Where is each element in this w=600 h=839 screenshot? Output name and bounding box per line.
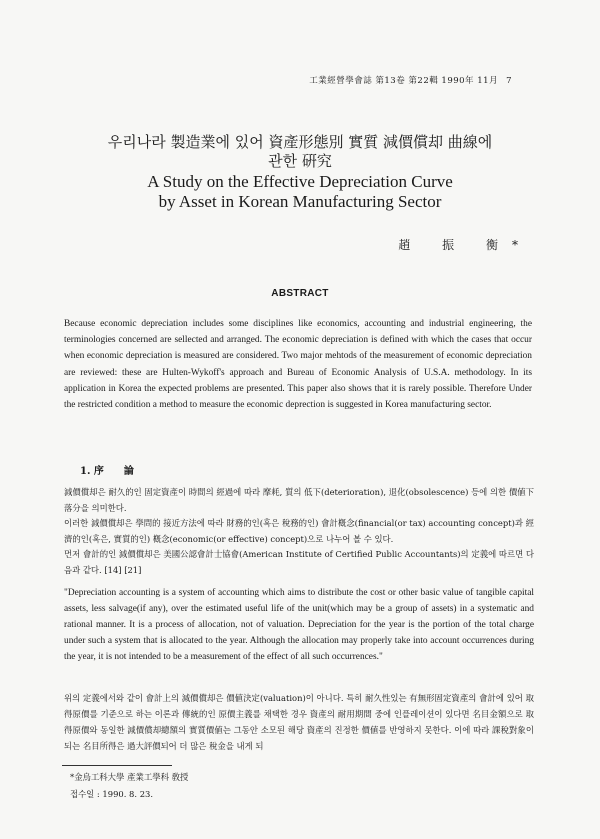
paragraph: 이러한 減價償却은 學問的 接近方法에 따라 財務的인(혹은 稅務的인) 會計槪念(financial(or tax) accounting concept)과 經濟的인(혹은, 實質的인) 槪念(economic(or effective) concept)으로 나누어 볼 수 있다. bbox=[64, 518, 534, 544]
korean-title-line2: 관한 硏究 bbox=[268, 152, 332, 170]
paragraph: 위의 定義에서와 같이 會計上의 減價償却은 價値決定(valuation)이 아니다. 특히 耐久性있는 有無形固定資產의 會計에 있어 取得原價를 기준으로 하는 이론과 傳統的인 原價主義를 채택한 경우 資產의 耐用期間 중에 인플레이션이 있다면 名目金額으로 取得原價와 동일한 減價償却總額의 實質價値는 그동안 소모된 해당 資產의 진정한 價値를 반영하지 못한다. 이에 따라 課稅對象이 되는 名目所得은 過大評價되어 더 많은 稅金을 내게 되 bbox=[64, 693, 534, 751]
quote-text: "Depreciation accounting is a system of accounting which aims to distribute the cost or other basic value of tangible capital assets, less salvage(if any), over the estimated useful life of the unit(which may be a group of assets) in a systematic and rational manner. It is a process of allocation, not of valuation. Depreciation for the year is the portion of the total charge under such a system that is allocated to the year. Although the allocation may properly take into account occurrences during the year, it is not intended to be a measurement of the effect of all such occurrences." bbox=[64, 588, 534, 662]
korean-title bbox=[0, 133, 600, 171]
author-name: 趙 振 衡 bbox=[398, 238, 512, 252]
english-title bbox=[0, 172, 600, 212]
paragraph: 減價償却은 耐久的인 固定資產이 時間의 經過에 따라 摩耗, 質의 低下(deterioration), 退化(obsolescence) 등에 의한 價値下落分을 의미한다. bbox=[64, 487, 534, 513]
intro-paragraphs bbox=[64, 485, 534, 579]
abstract-text: Because economic depreciation includes some disciplines like economics, accounting and industrial engineering, the terminologies concerned are sellected and arranged. The economic depreciation is defined with which the cases that occur when economic depreciation is measured are considered. Two major mehtods of the measurement of economic depreciation are reviewed: these are Hulten-Wykoff's approach and Bureau of Economic Analysis of U.S.A. methodology. In its application in Korea the expected problems are presented. This paper also shows that it is rarely possible. Therefore Under the restricted condition a method to measure the economic deprection is suggested in Korea manufacturing sector. bbox=[64, 319, 532, 411]
section-heading: 1. 序 論 bbox=[80, 466, 134, 477]
english-title-line2: by Asset in Korean Manufacturing Sector bbox=[158, 192, 442, 211]
author-footnote-mark: * bbox=[512, 238, 532, 252]
footnote-rule bbox=[62, 765, 172, 766]
affiliation-footnote: *金烏工科大學 產業工學科 敎授 bbox=[70, 772, 189, 782]
page-number: 7 bbox=[506, 76, 512, 86]
author bbox=[398, 236, 532, 253]
running-header bbox=[309, 74, 512, 86]
received-date: 접수일 : 1990. 8. 23. bbox=[70, 789, 154, 799]
journal-info: 工業經營學會誌 第13卷 第22輯 1990年 11月 bbox=[309, 76, 499, 86]
paragraph: 먼저 會計的인 減價償却은 美國公認會計士協會(American Institute of Certified Public Accountants)의 定義에 따르면 다음과 같다. [14] [21] bbox=[64, 549, 534, 575]
following-paragraph bbox=[64, 690, 534, 754]
definition-quote bbox=[64, 585, 534, 665]
english-title-line1: A Study on the Effective Depreciation Curve bbox=[147, 172, 453, 191]
abstract-heading: ABSTRACT bbox=[271, 288, 329, 299]
abstract-body bbox=[64, 316, 532, 413]
korean-title-line1: 우리나라 製造業에 있어 資產形態別 實質 減價償却 曲線에 bbox=[107, 133, 493, 151]
